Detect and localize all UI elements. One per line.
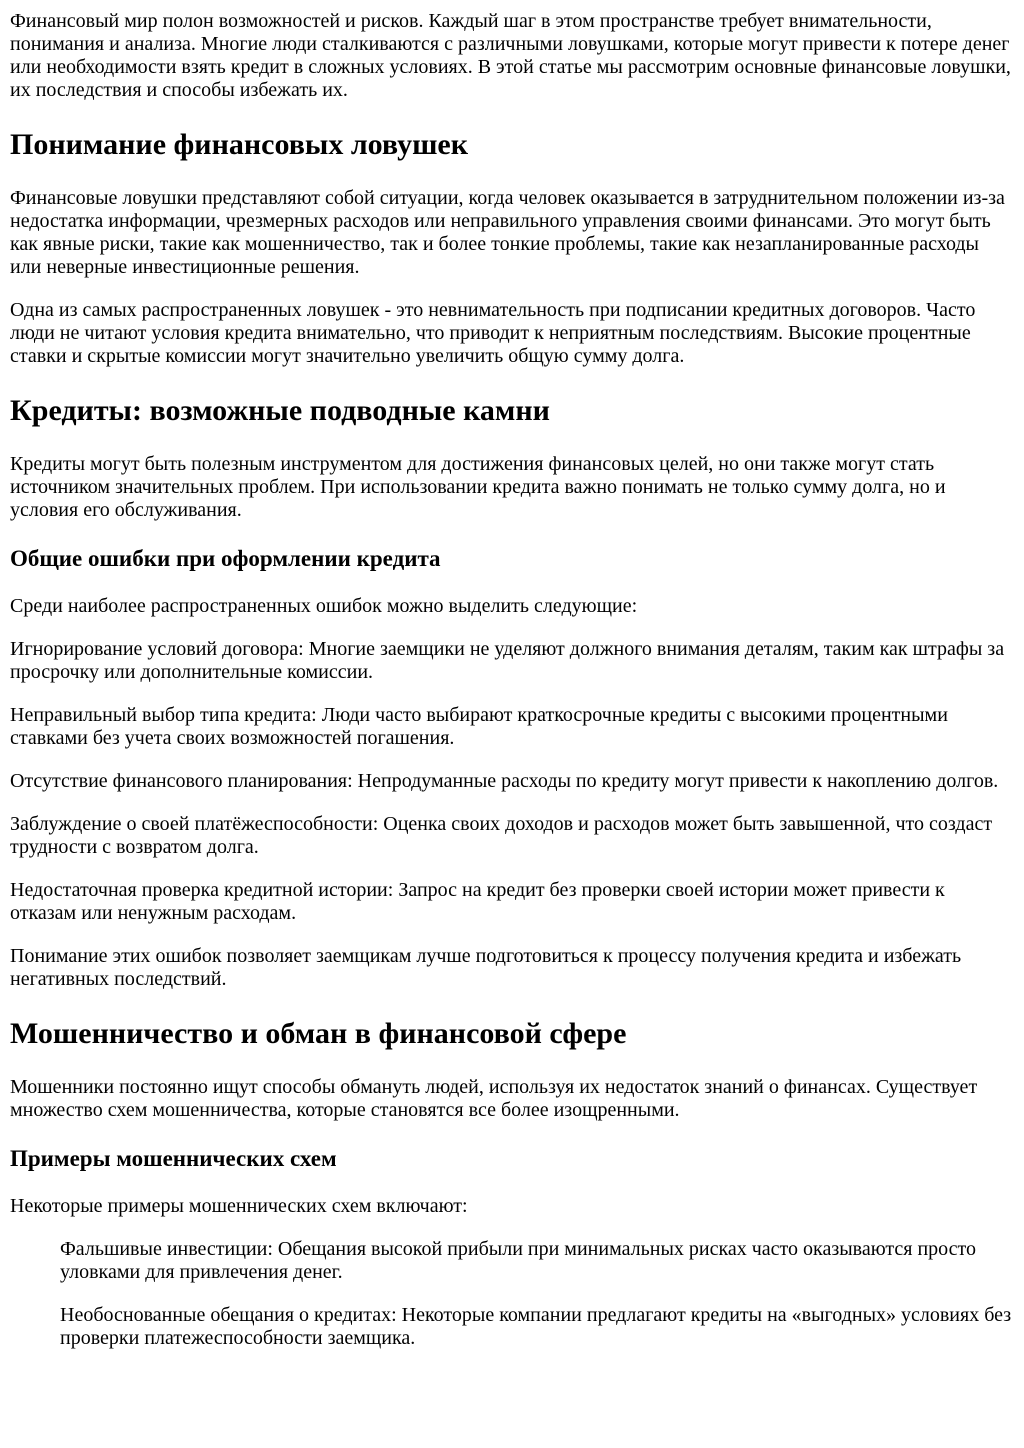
paragraph: Кредиты могут быть полезным инструментом для достижения финансовых целей, но они также могут стать источником значительных проблем. При использовании кредита важно понимать не только сумму долга, но и условия его обслуживания. (10, 453, 946, 521)
paragraph: Среди наиболее распространенных ошибок можно выделить следующие: (10, 595, 638, 617)
paragraph: Мошенники постоянно ищут способы обмануть людей, используя их недостаток знаний о финансах. Существует множество схем мошенничества, которые становятся все более изощренными. (10, 1076, 978, 1121)
section-heading-understanding: Понимание финансовых ловушек (10, 128, 469, 161)
subheading-fraud-examples: Примеры мошеннических схем (10, 1146, 337, 1171)
intro-paragraph: Финансовый мир полон возможностей и рисков. Каждый шаг в этом пространстве требует внимательности, понимания и анализа. Многие люди сталкиваются с различными ловушками, которые могут привести к потере денег или необходимости взять кредит в сложных условиях. В этой статье мы рассмотрим основные финансовые ловушки, их последствия и способы избежать их. (10, 10, 1011, 101)
mistake-item: Неправильный выбор типа кредита: Люди часто выбирают краткосрочные кредиты с высокими процентными ставками без учета своих возможностей погашения. (10, 704, 948, 749)
paragraph: Финансовые ловушки представляют собой ситуации, когда человек оказывается в затруднительном положении из-за недостатка информации, чрезмерных расходов или неправильного управления своими финансами. Это могут быть как явные риски, такие как мошенничество, так и более тонкие проблемы, такие как незапланированные расходы или неверные инвестиционные решения. (10, 187, 1005, 278)
section-heading-fraud: Мошенничество и обман в финансовой сфере (10, 1017, 627, 1050)
paragraph: Одна из самых распространенных ловушек - это невнимательность при подписании кредитных договоров. Часто люди не читают условия кредита внимательно, что приводит к неприятным последствиям. Высокие процентные ставки и скрытые комиссии могут значительно увеличить общую сумму долга. (10, 299, 976, 367)
article (0, 10, 1024, 1350)
fraud-example: Необоснованные обещания о кредитах: Некоторые компании предлагают кредиты на «выгодных» условиях без проверки платежеспособности заемщика. (60, 1304, 1012, 1349)
list-item (60, 1304, 1014, 1350)
fraud-examples-list (10, 1238, 1014, 1350)
mistake-item: Отсутствие финансового планирования: Непродуманные расходы по кредиту могут привести к накоплению долгов. (10, 770, 999, 792)
mistake-item: Недостаточная проверка кредитной истории: Запрос на кредит без проверки своей истории может привести к отказам или ненужным расходам. (10, 879, 945, 924)
section-heading-credits: Кредиты: возможные подводные камни (10, 394, 550, 427)
paragraph: Некоторые примеры мошеннических схем включают: (10, 1195, 468, 1217)
mistake-item: Игнорирование условий договора: Многие заемщики не уделяют должного внимания деталям, таким как штрафы за просрочку или дополнительные комиссии. (10, 638, 1005, 683)
list-item (60, 1238, 1014, 1284)
subheading-credit-mistakes: Общие ошибки при оформлении кредита (10, 546, 441, 571)
mistake-item: Заблуждение о своей платёжеспособности: Оценка своих доходов и расходов может быть завышенной, что создаст трудности с возвратом долга. (10, 813, 993, 858)
paragraph: Понимание этих ошибок позволяет заемщикам лучше подготовиться к процессу получения кредита и избежать негативных последствий. (10, 945, 962, 990)
fraud-example: Фальшивые инвестиции: Обещания высокой прибыли при минимальных рисках часто оказываются просто уловками для привлечения денег. (60, 1238, 977, 1283)
